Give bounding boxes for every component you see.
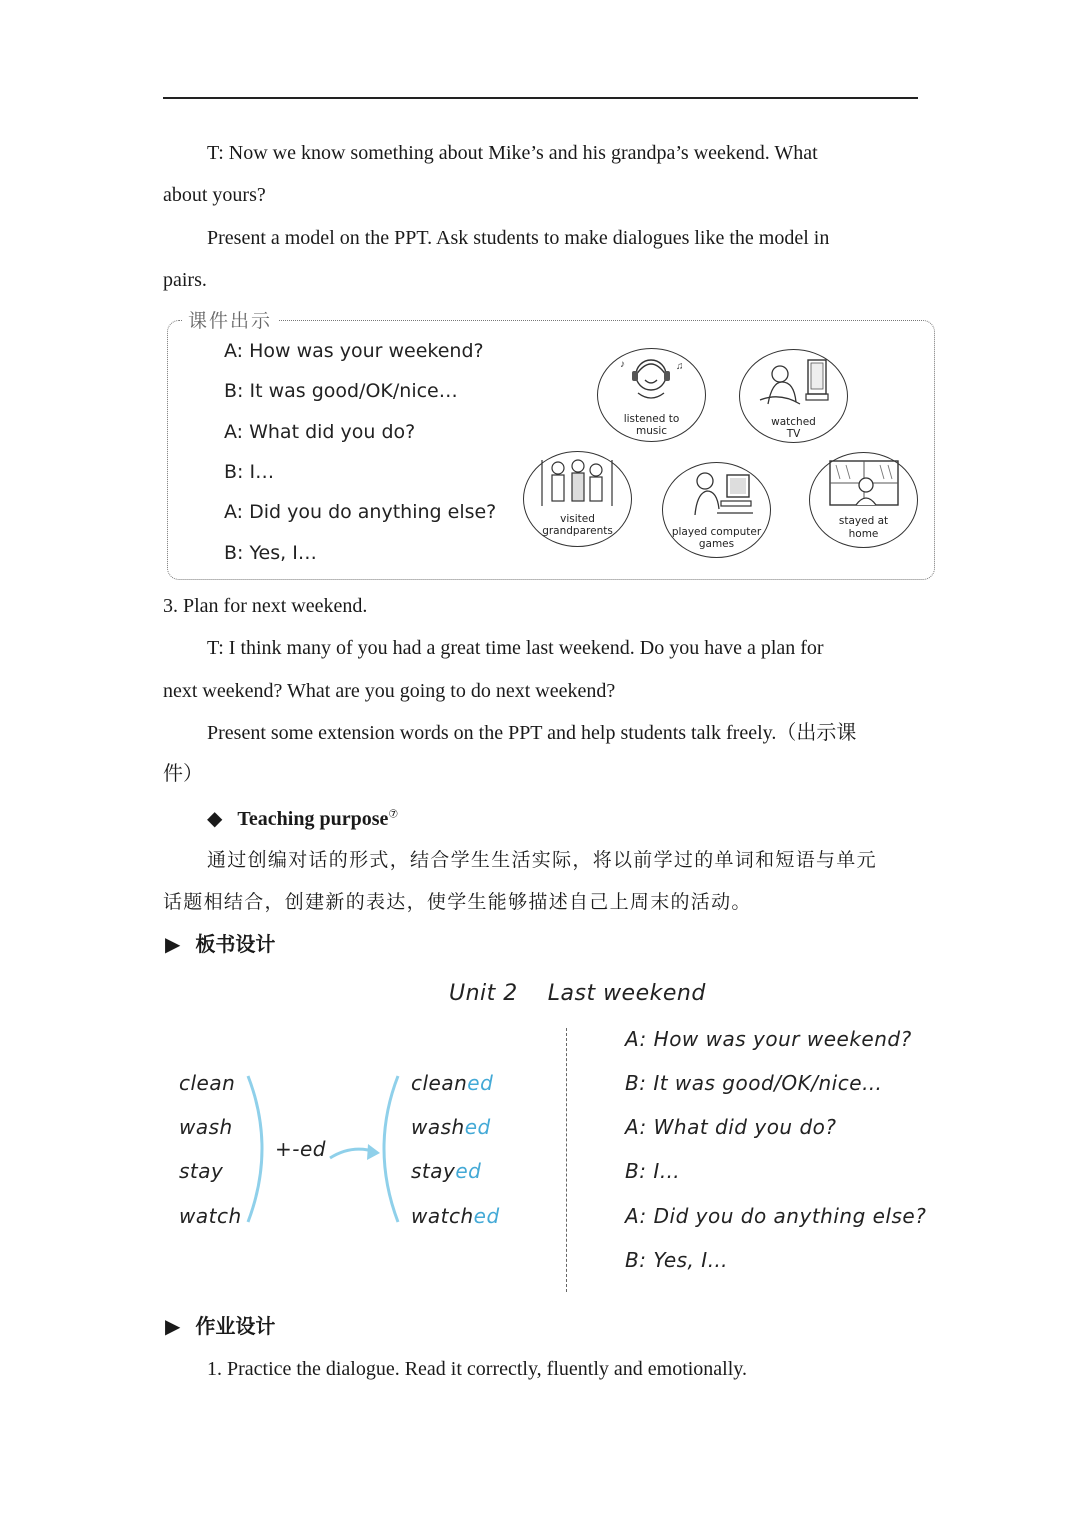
picture-visited-grandparents xyxy=(523,451,632,547)
triangle-marker-icon: ▶ xyxy=(165,1314,181,1338)
board-dialogue-line: B: It was good/OK/nice… xyxy=(625,1071,883,1095)
board-divider xyxy=(566,1028,567,1292)
verb-suffix: ed xyxy=(473,1204,500,1228)
verb-suffix: ed xyxy=(455,1159,482,1183)
verb-past xyxy=(411,1159,481,1183)
diamond-bullet-icon: ◆ xyxy=(207,808,223,830)
picture-label: stayed at xyxy=(838,515,889,527)
verb-base: stay xyxy=(179,1159,224,1183)
teaching-purpose-heading xyxy=(207,806,398,831)
playing-computer-illustration xyxy=(677,467,757,523)
picture-label: music xyxy=(635,425,668,437)
intro-line-3: Present a model on the PPT. Ask students to make dialogues like the model in xyxy=(207,227,830,249)
section-3-line-3: Present some extension words on the PPT and help students talk freely.（出示课 xyxy=(207,722,857,744)
verb-suffix: ed xyxy=(467,1071,494,1095)
intro-line-2: about yours? xyxy=(163,184,266,206)
picture-label: home xyxy=(848,528,879,540)
verb-stem: wash xyxy=(411,1115,465,1139)
picture-label: visited xyxy=(560,513,595,525)
board-design-title: 板书设计 xyxy=(195,932,276,956)
verb-past xyxy=(411,1071,493,1095)
verb-base: watch xyxy=(179,1204,242,1228)
box-dialogue-line: A: Did you do anything else? xyxy=(224,501,497,523)
intro-line-4: pairs. xyxy=(163,269,207,291)
verb-stem: stay xyxy=(411,1159,456,1183)
listening-music-illustration xyxy=(616,353,686,405)
box-dialogue-line: A: How was your weekend? xyxy=(224,340,484,362)
section-3-line-1: T: I think many of you had a great time last weekend. Do you have a plan for xyxy=(207,637,824,659)
homework-item-1: 1. Practice the dialogue. Read it correctly, fluently and emotionally. xyxy=(207,1358,747,1380)
box-dialogue-line: B: It was good/OK/nice… xyxy=(224,380,458,402)
teaching-purpose-cn-2: 话题相结合，创建新的表达，使学生能够描述自己上周末的活动。 xyxy=(163,891,752,913)
box-dialogue-line: B: Yes, I… xyxy=(224,542,317,564)
verb-past xyxy=(411,1204,500,1228)
right-bracket xyxy=(384,1076,398,1222)
left-bracket xyxy=(248,1076,262,1222)
picture-label: played computer xyxy=(671,526,762,538)
verb-base: clean xyxy=(179,1071,236,1095)
staying-home-illustration xyxy=(822,455,906,513)
picture-label: grandparents xyxy=(542,525,613,537)
teaching-purpose-title: Teaching purpose xyxy=(237,808,389,830)
section-3-line-2: next weekend? What are you going to do next weekend? xyxy=(163,680,616,702)
board-dialogue-line: B: I… xyxy=(625,1159,681,1183)
box-dialogue-line: B: I… xyxy=(224,461,275,483)
header-rule xyxy=(163,97,918,99)
picture-label: watched xyxy=(771,416,816,428)
picture-stayed-at-home xyxy=(809,452,918,548)
courseware-tag xyxy=(182,306,278,333)
box-dialogue-line: A: What did you do? xyxy=(224,421,416,443)
picture-label: games xyxy=(698,538,735,550)
board-design-heading xyxy=(165,932,275,956)
svg-text:♫: ♫ xyxy=(676,361,684,372)
board-dialogue-line: A: Did you do anything else? xyxy=(625,1204,927,1228)
board-dialogue-line: B: Yes, I… xyxy=(625,1248,729,1272)
verb-stem: clean xyxy=(411,1071,468,1095)
section-3-line-4: 件） xyxy=(163,763,203,785)
arrow-head-icon xyxy=(367,1144,380,1160)
visiting-grandparents-illustration xyxy=(538,454,618,512)
board-dialogue-line: A: What did you do? xyxy=(625,1115,837,1139)
homework-title: 作业设计 xyxy=(195,1314,276,1338)
watching-tv-illustration xyxy=(754,354,834,410)
ed-rule-label: +-ed xyxy=(275,1137,326,1161)
board-unit-title: Unit 2 Last weekend xyxy=(449,981,706,1006)
picture-played-computer-games xyxy=(662,462,771,558)
picture-label: listened to xyxy=(623,413,680,425)
triangle-marker-icon: ▶ xyxy=(165,932,181,956)
verb-stem: watch xyxy=(411,1204,474,1228)
intro-line-1: T: Now we know something about Mike’s and his grandpa’s weekend. What xyxy=(207,142,818,164)
picture-label: TV xyxy=(786,428,801,440)
courseware-tag-text: 课件出示 xyxy=(188,310,273,332)
board-dialogue-line: A: How was your weekend? xyxy=(625,1027,912,1051)
teaching-purpose-cn-1: 通过创编对话的形式，结合学生生活实际，将以前学过的单词和短语与单元 xyxy=(207,849,877,871)
verb-base: wash xyxy=(179,1115,233,1139)
verb-suffix: ed xyxy=(464,1115,491,1139)
footnote-marker: ⑦ xyxy=(388,808,399,821)
verb-past xyxy=(411,1115,491,1139)
section-3-heading: 3. Plan for next weekend. xyxy=(163,595,368,617)
picture-watched-tv xyxy=(739,349,848,443)
homework-heading xyxy=(165,1314,275,1338)
picture-listened-music xyxy=(597,348,706,442)
svg-text:♪: ♪ xyxy=(620,359,625,370)
